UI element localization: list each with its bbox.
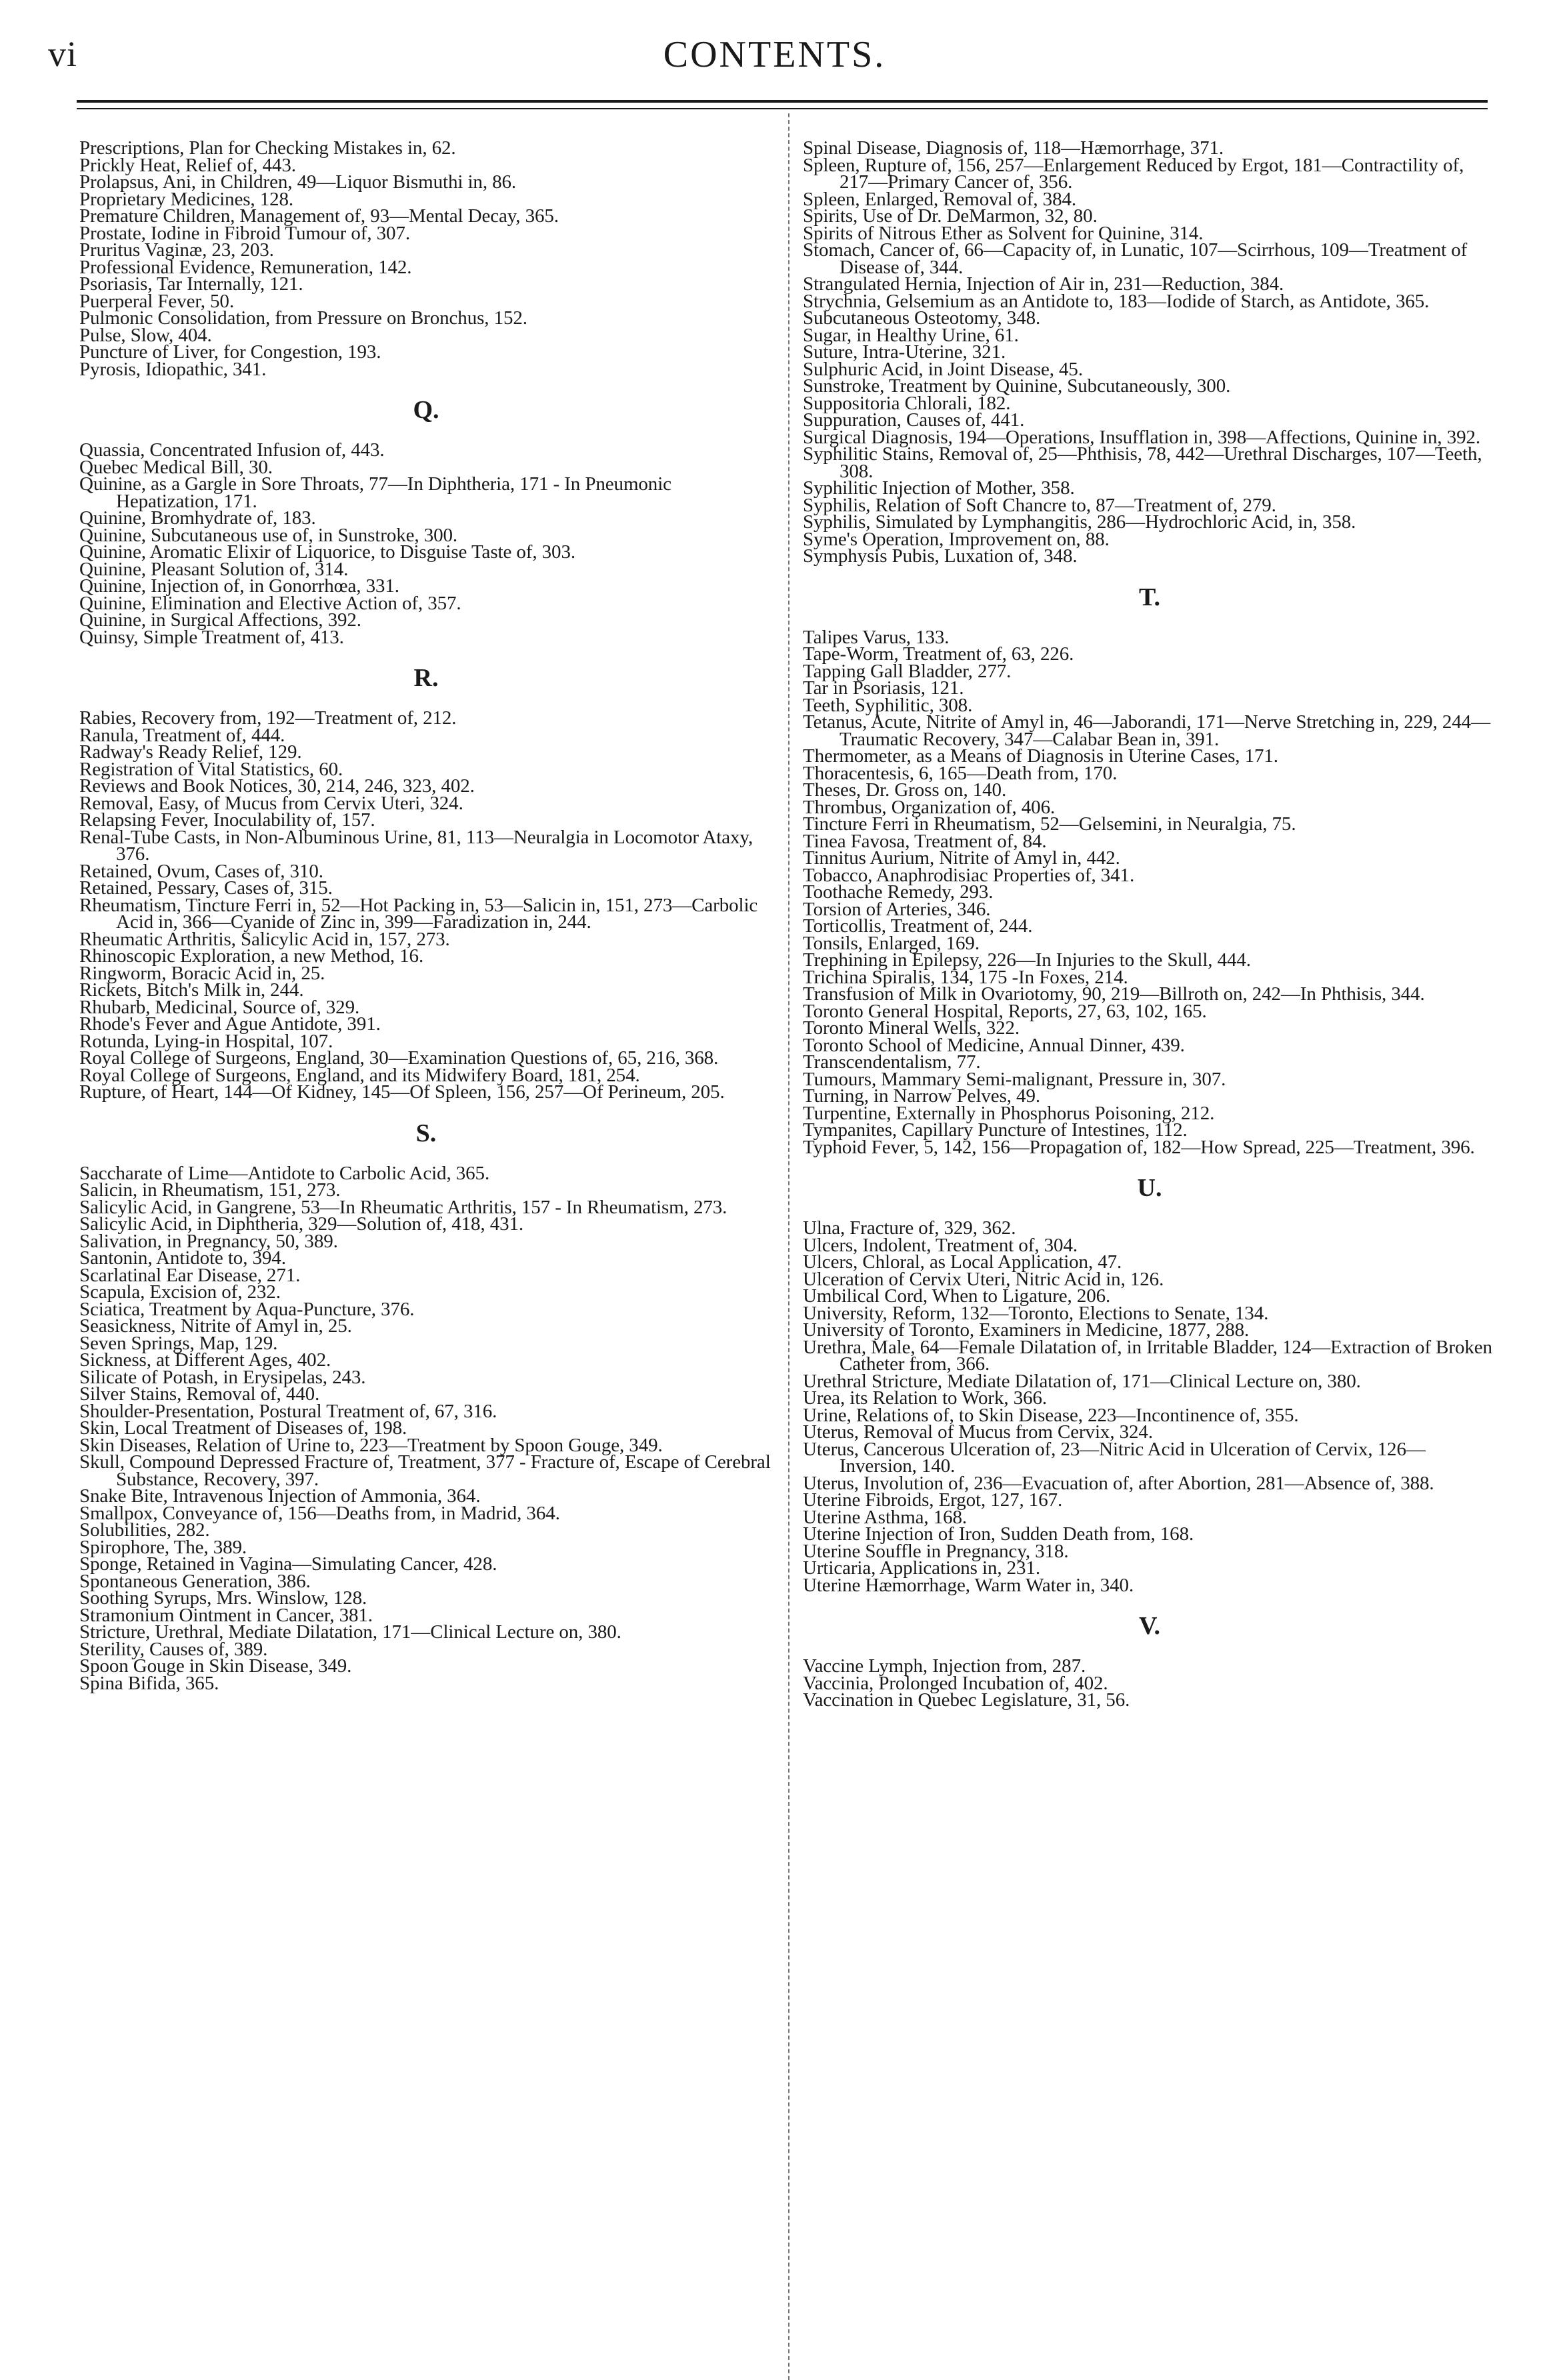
index-entry: Strychnia, Gelsemium as an Antidote to, 183—Iodide of Starch, as Antidote, 365.: [803, 290, 1430, 312]
index-entry: Syme's Operation, Improvement on, 88.: [803, 528, 1110, 550]
index-entry: Syphilis, Relation of Soft Chancre to, 87—Treatment of, 279.: [803, 494, 1276, 516]
index-entry: Rotunda, Lying-in Hospital, 107.: [79, 1030, 333, 1052]
index-entry: Tincture Ferri in Rheumatism, 52—Gelsemini, in Neuralgia, 75.: [803, 813, 1296, 835]
index-entry: Pruritus Vaginæ, 23, 203.: [79, 239, 274, 261]
index-entry: Quinine, Injection of, in Gonorrhœa, 331.: [79, 575, 399, 597]
index-entry: Umbilical Cord, When to Ligature, 206.: [803, 1285, 1111, 1307]
index-entry: Ringworm, Boracic Acid in, 25.: [79, 962, 325, 984]
index-entry: Tinnitus Aurium, Nitrite of Amyl in, 442.: [803, 847, 1120, 869]
index-entry: Urea, its Relation to Work, 366.: [803, 1387, 1048, 1409]
index-entry: Stomach, Cancer of, 66—Capacity of, in Lunatic, 107—Scirrhous, 109—Treatment of Disease of, 344.: [803, 239, 1468, 278]
index-entry: Spirits, Use of Dr. DeMarmon, 32, 80.: [803, 205, 1098, 227]
index-entry: Trichina Spiralis, 134, 175 -In Foxes, 214.: [803, 966, 1128, 988]
index-entry: Symphysis Pubis, Luxation of, 348.: [803, 545, 1078, 567]
index-entry: Spirits of Nitrous Ether as Solvent for Quinine, 314.: [803, 222, 1204, 244]
index-entry: Scarlatinal Ear Disease, 271.: [79, 1264, 301, 1286]
index-entry: Uterus, Removal of Mucus from Cervix, 324.: [803, 1421, 1153, 1443]
index-entry: Premature Children, Management of, 93—Mental Decay, 365.: [79, 205, 559, 227]
index-entry: Uterus, Cancerous Ulceration of, 23—Nitric Acid in Ulceration of Cervix, 126—Inversion, 140.: [803, 1438, 1426, 1477]
index-entry: Rheumatism, Tincture Ferri in, 52—Hot Packing in, 53—Salicin in, 151, 273—Carbolic Acid in, 366—Cyanide of Zinc in, 399—Faradization in, 244.: [79, 894, 758, 933]
index-entry: Theses, Dr. Gross on, 140.: [803, 779, 1007, 801]
index-entry: Tapping Gall Bladder, 277.: [803, 660, 1012, 682]
index-entry: Shoulder-Presentation, Postural Treatment of, 67, 316.: [79, 1400, 497, 1422]
index-entry: Quinine, Subcutaneous use of, in Sunstroke, 300.: [79, 524, 458, 546]
index-entry: Royal College of Surgeons, England, and its Midwifery Board, 181, 254.: [79, 1064, 640, 1086]
index-entry: Toothache Remedy, 293.: [803, 881, 994, 903]
index-entry: Stramonium Ointment in Cancer, 381.: [79, 1604, 373, 1626]
index-entry: Prolapsus, Ani, in Children, 49—Liquor Bismuthi in, 86.: [79, 171, 517, 193]
index-entry: Typhoid Fever, 5, 142, 156—Propagation of, 182—How Spread, 225—Treatment, 396.: [803, 1136, 1475, 1158]
index-entry: Tetanus, Acute, Nitrite of Amyl in, 46—Jaborandi, 171—Nerve Stretching in, 229, 244—Traumatic Recovery, 347—Calabar Bean in, 391.: [803, 711, 1490, 750]
index-entry: Ranula, Treatment of, 444.: [79, 724, 285, 746]
index-entry: Pyrosis, Idiopathic, 341.: [79, 358, 267, 380]
index-entry: Quinine, Elimination and Elective Action of, 357.: [79, 592, 461, 614]
index-entry: Toronto General Hospital, Reports, 27, 63, 102, 165.: [803, 1000, 1207, 1022]
index-entry: Sponge, Retained in Vagina—Simulating Cancer, 428.: [79, 1553, 497, 1575]
index-entry: Thoracentesis, 6, 165—Death from, 170.: [803, 762, 1118, 784]
index-entry: Pulse, Slow, 404.: [79, 324, 212, 346]
index-entry: Transcendentalism, 77.: [803, 1051, 981, 1073]
section-letter: U.: [1137, 1174, 1162, 1202]
index-entry: Vaccinia, Prolonged Incubation of, 402.: [803, 1672, 1108, 1694]
index-entry: Suppuration, Causes of, 441.: [803, 409, 1025, 431]
section-letter: V.: [1138, 1612, 1161, 1640]
index-entry: Rabies, Recovery from, 192—Treatment of, 212.: [79, 707, 457, 729]
index-entry: Snake Bite, Intravenous Injection of Ammonia, 364.: [79, 1485, 481, 1507]
index-entry: Quinine, in Surgical Affections, 392.: [79, 609, 361, 631]
index-entry: Pulmonic Consolidation, from Pressure on Bronchus, 152.: [79, 307, 527, 329]
index-entry: Torsion of Arteries, 346.: [803, 898, 991, 920]
index-entry: Stricture, Urethral, Mediate Dilatation, 171—Clinical Lecture on, 380.: [79, 1621, 621, 1643]
header-rule-thick: [77, 100, 1488, 103]
index-entry: Turpentine, Externally in Phosphorus Poisoning, 212.: [803, 1102, 1215, 1124]
index-entry: Uterus, Involution of, 236—Evacuation of, after Abortion, 281—Absence of, 388.: [803, 1472, 1434, 1494]
index-entry: Vaccine Lymph, Injection from, 287.: [803, 1655, 1086, 1677]
index-entry: Turning, in Narrow Pelves, 49.: [803, 1085, 1041, 1107]
index-entry: Salicylic Acid, in Gangrene, 53—In Rheumatic Arthritis, 157 - In Rheumatism, 273.: [79, 1196, 727, 1218]
index-entry: Skull, Compound Depressed Fracture of, Treatment, 377 - Fracture of, Escape of Cerebral Substance, Recovery, 397.: [79, 1451, 771, 1490]
index-entry: Puncture of Liver, for Congestion, 193.: [79, 341, 381, 363]
index-entry: Skin Diseases, Relation of Urine to, 223—Treatment by Spoon Gouge, 349.: [79, 1434, 663, 1456]
index-entry: Torticollis, Treatment of, 244.: [803, 915, 1033, 937]
section-letter: Q.: [413, 396, 439, 424]
index-entry: Soothing Syrups, Mrs. Winslow, 128.: [79, 1587, 367, 1609]
index-entry: Syphilitic Stains, Removal of, 25—Phthisis, 78, 442—Urethral Discharges, 107—Teeth, 308.: [803, 443, 1482, 482]
index-entry: Spleen, Rupture of, 156, 257—Enlargement Reduced by Ergot, 181—Contractility of, 217—Primary Cancer of, 356.: [803, 154, 1464, 193]
index-entry: Tinea Favosa, Treatment of, 84.: [803, 830, 1047, 852]
index-entry: Suppositoria Chlorali, 182.: [803, 392, 1011, 414]
index-entry: Sulphuric Acid, in Joint Disease, 45.: [803, 358, 1083, 380]
index-entry: Tape-Worm, Treatment of, 63, 226.: [803, 643, 1074, 665]
index-entry: Silicate of Potash, in Erysipelas, 243.: [79, 1366, 366, 1388]
index-entry: Rhinoscopic Exploration, a new Method, 16.: [79, 945, 424, 967]
index-entry: Transfusion of Milk in Ovariotomy, 90, 219—Billroth on, 242—In Phthisis, 344.: [803, 983, 1425, 1005]
index-entry: Spinal Disease, Diagnosis of, 118—Hæmorrhage, 371.: [803, 137, 1224, 159]
index-entry: Ulna, Fracture of, 329, 362.: [803, 1217, 1016, 1239]
index-entry: Suture, Intra-Uterine, 321.: [803, 341, 1006, 363]
index-entry: Tympanites, Capillary Puncture of Intestines, 112.: [803, 1119, 1188, 1141]
index-entry: Urticaria, Applications in, 231.: [803, 1557, 1041, 1579]
index-entry: Removal, Easy, of Mucus from Cervix Uteri, 324.: [79, 792, 463, 814]
index-entry: Tobacco, Anaphrodisiac Properties of, 341.: [803, 864, 1135, 886]
index-entry: Toronto Mineral Wells, 322.: [803, 1017, 1020, 1039]
index-entry: Salicin, in Rheumatism, 151, 273.: [79, 1179, 341, 1201]
index-entry: Spirophore, The, 389.: [79, 1536, 247, 1558]
index-entry: Sugar, in Healthy Urine, 61.: [803, 324, 1019, 346]
index-entry: Toronto School of Medicine, Annual Dinner, 439.: [803, 1034, 1185, 1056]
index-entry: Prescriptions, Plan for Checking Mistakes in, 62.: [79, 137, 456, 159]
index-entry: Tonsils, Enlarged, 169.: [803, 932, 980, 954]
page-number: vi: [48, 34, 78, 74]
index-entry: Spontaneous Generation, 386.: [79, 1570, 311, 1592]
index-entry: Retained, Ovum, Cases of, 310.: [79, 860, 323, 882]
index-entry: Urine, Relations of, to Skin Disease, 223—Incontinence of, 355.: [803, 1404, 1299, 1426]
index-entry: Vaccination in Quebec Legislature, 31, 56.: [803, 1689, 1130, 1711]
index-entry: Teeth, Syphilitic, 308.: [803, 694, 973, 716]
header-rule-thin: [77, 108, 1488, 109]
index-entry: Psoriasis, Tar Internally, 121.: [79, 273, 303, 295]
index-entry: Santonin, Antidote to, 394.: [79, 1247, 286, 1269]
index-entry: Proprietary Medicines, 128.: [79, 188, 294, 210]
index-entry: Quassia, Concentrated Infusion of, 443.: [79, 439, 385, 461]
index-entry: Quinine, as a Gargle in Sore Throats, 77—In Diphtheria, 171 - In Pneumonic Hepatization, 171.: [79, 473, 671, 512]
index-entry: Sciatica, Treatment by Aqua-Puncture, 376.: [79, 1298, 415, 1320]
index-entry: Scapula, Excision of, 232.: [79, 1281, 281, 1303]
index-entry: Solubilities, 282.: [79, 1519, 210, 1541]
index-entry: Rickets, Bitch's Milk in, 244.: [79, 979, 304, 1001]
column-divider: [788, 113, 790, 2380]
index-entry: Uterine Hæmorrhage, Warm Water in, 340.: [803, 1574, 1134, 1596]
section-letter: R.: [413, 664, 439, 692]
index-entry: Spoon Gouge in Skin Disease, 349.: [79, 1655, 352, 1677]
index-entry: Salicylic Acid, in Diphtheria, 329—Solution of, 418, 431.: [79, 1213, 524, 1235]
index-entry: Uterine Injection of Iron, Sudden Death from, 168.: [803, 1523, 1194, 1545]
index-entry: Ulcers, Chloral, as Local Application, 47.: [803, 1251, 1122, 1273]
index-entry: Renal-Tube Casts, in Non-Albuminous Urine, 81, 113—Neuralgia in Locomotor Ataxy, 376.: [79, 826, 753, 865]
index-entry: Quinine, Pleasant Solution of, 314.: [79, 558, 349, 580]
page-title: CONTENTS.: [663, 34, 886, 75]
right-column: [803, 137, 1496, 1711]
index-entry: Tar in Psoriasis, 121.: [803, 677, 964, 699]
index-entry: Prostate, Iodine in Fibroid Tumour of, 307.: [79, 222, 410, 244]
index-entry: Thermometer, as a Means of Diagnosis in Uterine Cases, 171.: [803, 745, 1278, 767]
index-entry: Quebec Medical Bill, 30.: [79, 456, 273, 478]
index-entry: Subcutaneous Osteotomy, 348.: [803, 307, 1041, 329]
index-entry: Relapsing Fever, Inoculability of, 157.: [79, 809, 375, 831]
index-entry: Skin, Local Treatment of Diseases of, 198.: [79, 1417, 407, 1439]
index-entry: Rupture, of Heart, 144—Of Kidney, 145—Of Spleen, 156, 257—Of Perineum, 205.: [79, 1081, 725, 1103]
index-entry: Prickly Heat, Relief of, 443.: [79, 154, 296, 176]
index-entry: Reviews and Book Notices, 30, 214, 246, 323, 402.: [79, 775, 475, 797]
index-entry: Radway's Ready Relief, 129.: [79, 741, 302, 763]
index-entry: Urethra, Male, 64—Female Dilatation of, in Irritable Bladder, 124—Extraction of Broken Catheter from, 366.: [803, 1336, 1492, 1375]
index-entry: Rhode's Fever and Ague Antidote, 391.: [79, 1013, 381, 1035]
index-entry: Royal College of Surgeons, England, 30—Examination Questions of, 65, 216, 368.: [79, 1047, 719, 1069]
index-entry: Syphilitic Injection of Mother, 358.: [803, 477, 1075, 499]
index-entry: Spleen, Enlarged, Removal of, 384.: [803, 188, 1077, 210]
index-entry: Talipes Varus, 133.: [803, 626, 950, 648]
index-entry: Seven Springs, Map, 129.: [79, 1332, 278, 1354]
index-entry: Spina Bifida, 365.: [79, 1672, 219, 1694]
index-entry: Rheumatic Arthritis, Salicylic Acid in, 157, 273.: [79, 928, 450, 950]
index-entry: Silver Stains, Removal of, 440.: [79, 1383, 320, 1405]
index-entry: Retained, Pessary, Cases of, 315.: [79, 877, 333, 899]
index-entry: Trephining in Epilepsy, 226—In Injuries to the Skull, 444.: [803, 949, 1251, 971]
index-entry: University of Toronto, Examiners in Medicine, 1877, 288.: [803, 1319, 1250, 1341]
index-entry: Tumours, Mammary Semi-malignant, Pressure in, 307.: [803, 1068, 1226, 1090]
index-entry: Quinine, Aromatic Elixir of Liquorice, to Disguise Taste of, 303.: [79, 541, 575, 563]
index-entry: Professional Evidence, Remuneration, 142.: [79, 256, 412, 278]
index-entry: Registration of Vital Statistics, 60.: [79, 758, 343, 780]
index-entry: University, Reform, 132—Toronto, Elections to Senate, 134.: [803, 1302, 1269, 1324]
index-entry: Uterine Asthma, 168.: [803, 1506, 968, 1528]
index-entry: Puerperal Fever, 50.: [79, 290, 234, 312]
index-entry: Ulcers, Indolent, Treatment of, 304.: [803, 1234, 1078, 1256]
left-column: [79, 137, 773, 1694]
index-entry: Sunstroke, Treatment by Quinine, Subcutaneously, 300.: [803, 375, 1231, 397]
index-entry: Syphilis, Simulated by Lymphangitis, 286—Hydrochloric Acid, in, 358.: [803, 511, 1356, 533]
index-entry: Salivation, in Pregnancy, 50, 389.: [79, 1230, 338, 1252]
index-entry: Sickness, at Different Ages, 402.: [79, 1349, 331, 1371]
index-entry: Uterine Souffle in Pregnancy, 318.: [803, 1540, 1069, 1562]
index-entry: Strangulated Hernia, Injection of Air in, 231—Reduction, 384.: [803, 273, 1284, 295]
index-entry: Quinine, Bromhydrate of, 183.: [79, 507, 316, 529]
index-entry: Thrombus, Organization of, 406.: [803, 796, 1056, 818]
index-entry: Sterility, Causes of, 389.: [79, 1638, 268, 1660]
index-entry: Urethral Stricture, Mediate Dilatation of, 171—Clinical Lecture on, 380.: [803, 1370, 1361, 1392]
index-entry: Quinsy, Simple Treatment of, 413.: [79, 626, 344, 648]
section-letter: T.: [1138, 583, 1161, 611]
section-letter: S.: [415, 1119, 437, 1147]
index-entry: Seasickness, Nitrite of Amyl in, 25.: [79, 1315, 352, 1337]
index-entry: Rhubarb, Medicinal, Source of, 329.: [79, 996, 360, 1018]
index-entry: Ulceration of Cervix Uteri, Nitric Acid in, 126.: [803, 1268, 1164, 1290]
index-entry: Smallpox, Conveyance of, 156—Deaths from, in Madrid, 364.: [79, 1502, 560, 1524]
index-entry: Saccharate of Lime—Antidote to Carbolic Acid, 365.: [79, 1162, 490, 1184]
index-entry: Surgical Diagnosis, 194—Operations, Insufflation in, 398—Affections, Quinine in, 392.: [803, 426, 1481, 448]
index-entry: Uterine Fibroids, Ergot, 127, 167.: [803, 1489, 1063, 1511]
